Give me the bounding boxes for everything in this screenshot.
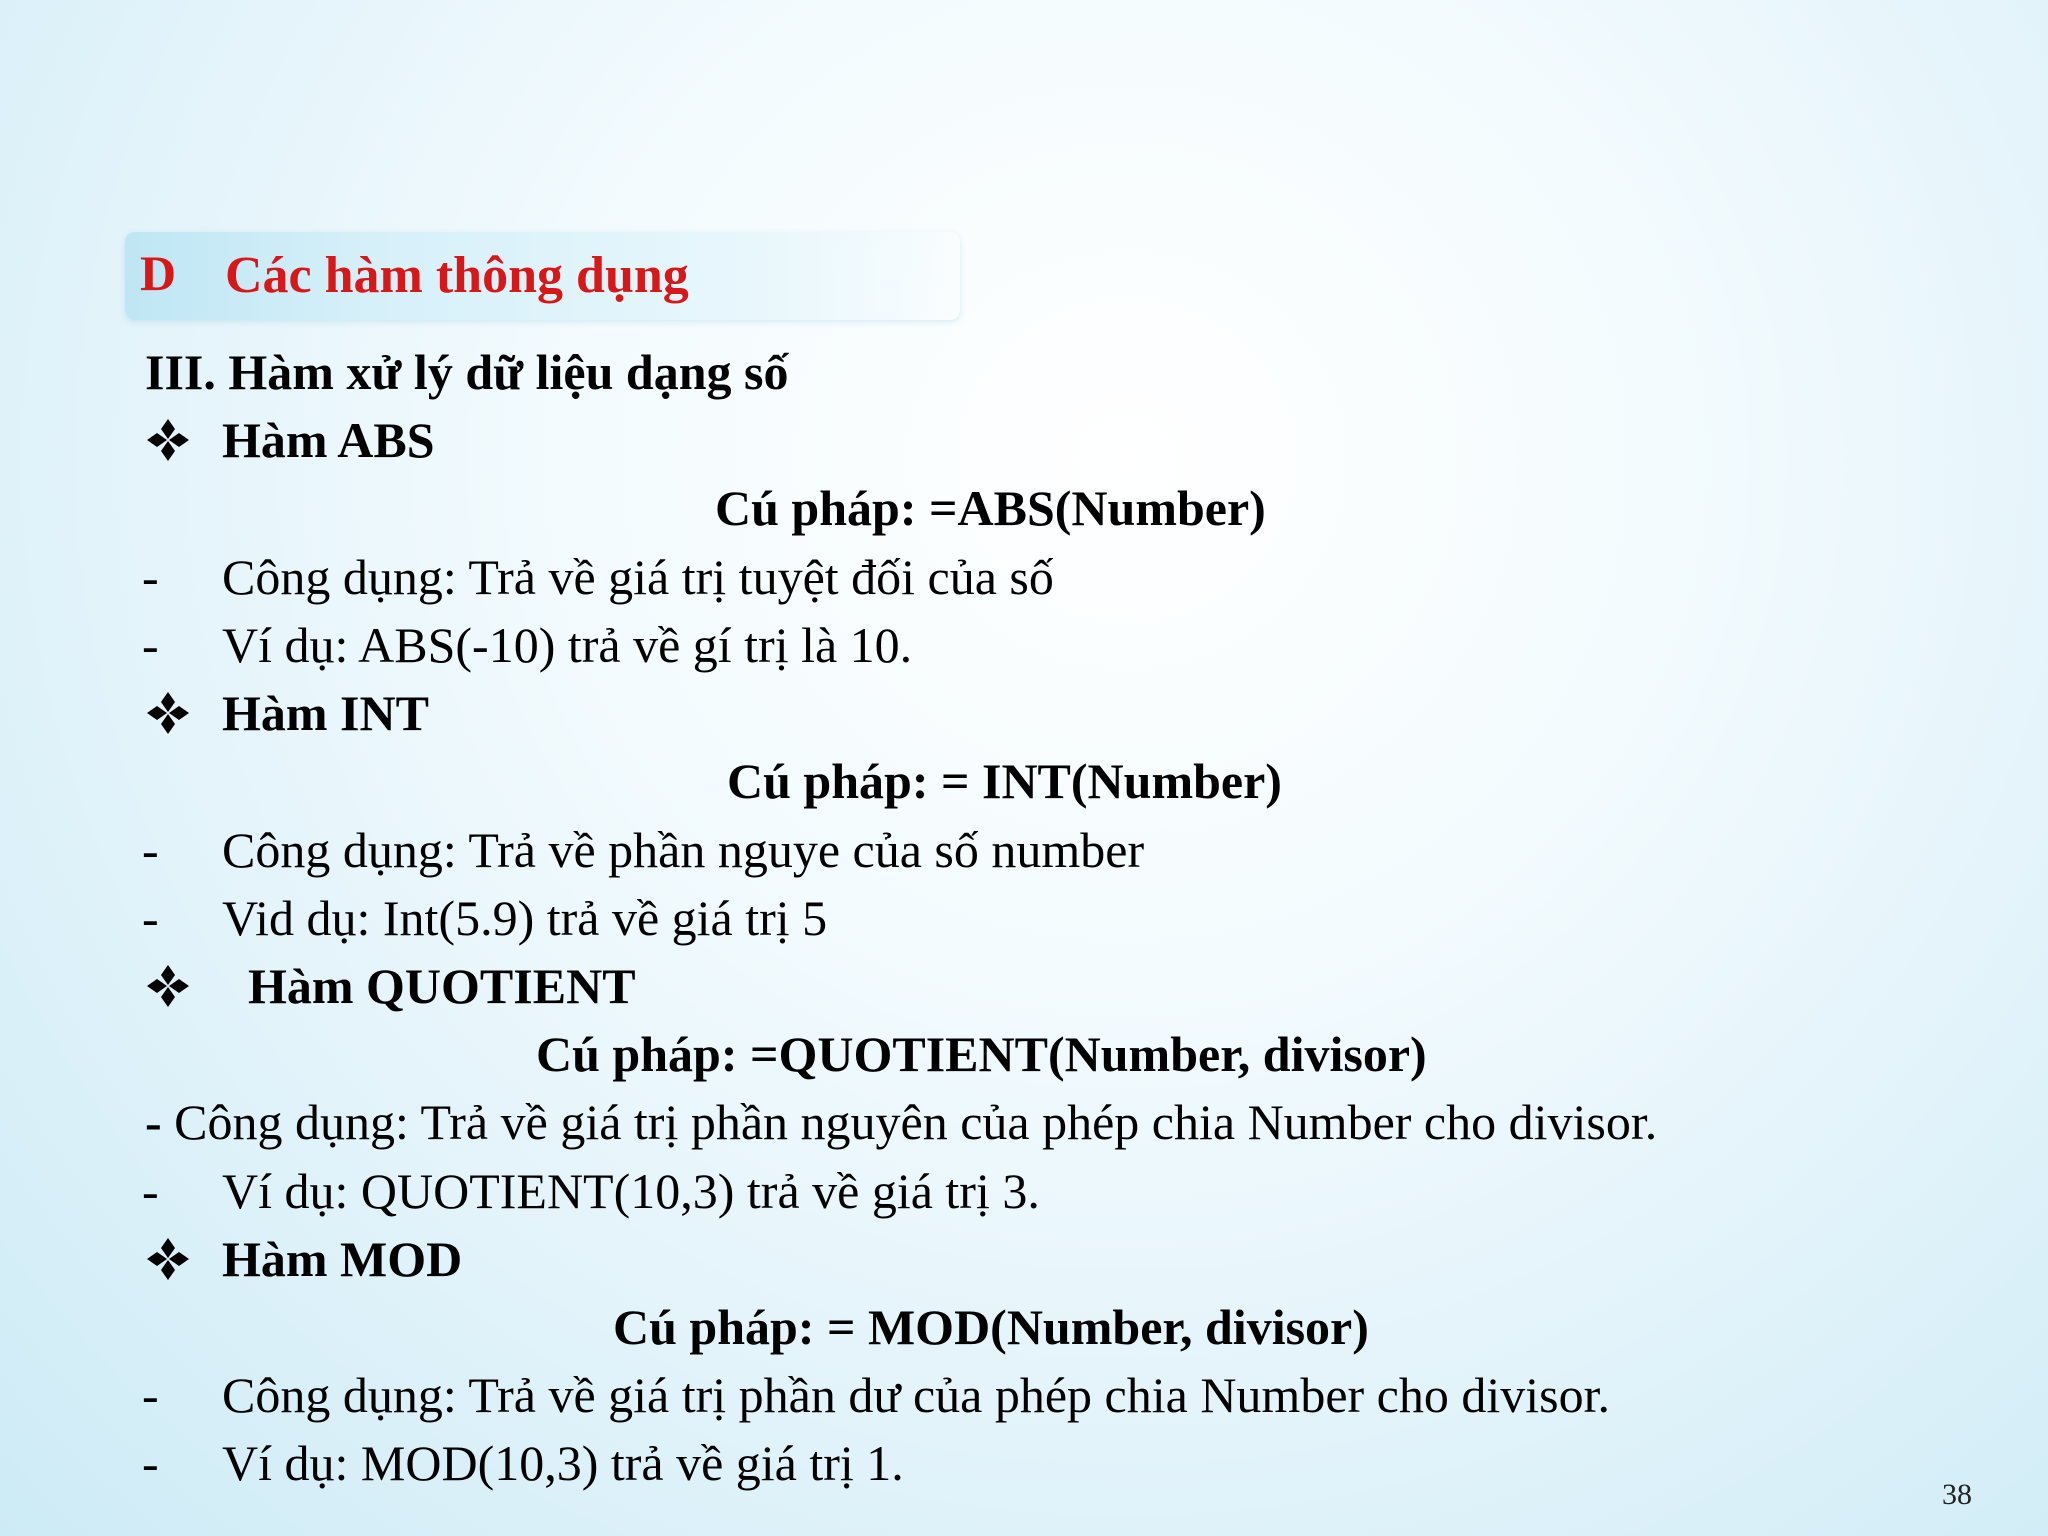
function-syntax-mod: Cú pháp: = MOD(Number, divisor) [613,1299,1369,1355]
function-example-abs: Ví dụ: ABS(-10) trả về gí trị là 10. [222,617,913,673]
dash-marker: - [142,890,159,946]
section-header-bar [125,232,960,320]
dash-marker: - [142,1163,159,1219]
function-usage-abs: Công dụng: Trả về giá trị tuyệt đối của số [222,549,1054,605]
function-usage-int: Công dụng: Trả về phần nguye của số number [222,822,1145,878]
function-usage-quotient: Công dụng: Trả về giá trị phần nguyên của phép chia Number cho divisor. [174,1094,1658,1150]
four-diamond-bullet-icon [145,1236,191,1282]
function-example-int: Vid dụ: Int(5.9) trả về giá trị 5 [222,890,828,946]
dash-marker: - [145,1094,162,1150]
dash-marker: - [142,1435,159,1491]
section-letter: D [140,245,177,301]
function-example-quotient: Ví dụ: QUOTIENT(10,3) trả về giá trị 3. [222,1163,1040,1219]
function-syntax-int: Cú pháp: = INT(Number) [727,753,1282,809]
function-syntax-abs: Cú pháp: =ABS(Number) [715,480,1266,536]
function-example-mod: Ví dụ: MOD(10,3) trả về giá trị 1. [222,1435,904,1491]
four-diamond-bullet-icon [145,690,191,736]
section-heading: III. Hàm xử lý dữ liệu dạng số [145,344,789,400]
dash-marker: - [142,549,159,605]
function-usage-quotient-line [145,1094,1658,1150]
function-name-int: Hàm INT [222,685,429,741]
dash-marker: - [142,822,159,878]
section-title: Các hàm thông dụng [225,247,689,304]
function-name-abs: Hàm ABS [222,412,435,468]
function-name-quotient: Hàm QUOTIENT [248,958,636,1014]
dash-marker: - [142,1367,159,1423]
function-name-mod: Hàm MOD [222,1231,463,1287]
function-usage-mod: Công dụng: Trả về giá trị phần dư của phép chia Number cho divisor. [222,1367,1610,1423]
function-syntax-quotient: Cú pháp: =QUOTIENT(Number, divisor) [536,1026,1427,1082]
page-number: 38 [1942,1478,1972,1511]
four-diamond-bullet-icon [145,417,191,463]
four-diamond-bullet-icon [145,963,191,1009]
dash-marker: - [142,617,159,673]
